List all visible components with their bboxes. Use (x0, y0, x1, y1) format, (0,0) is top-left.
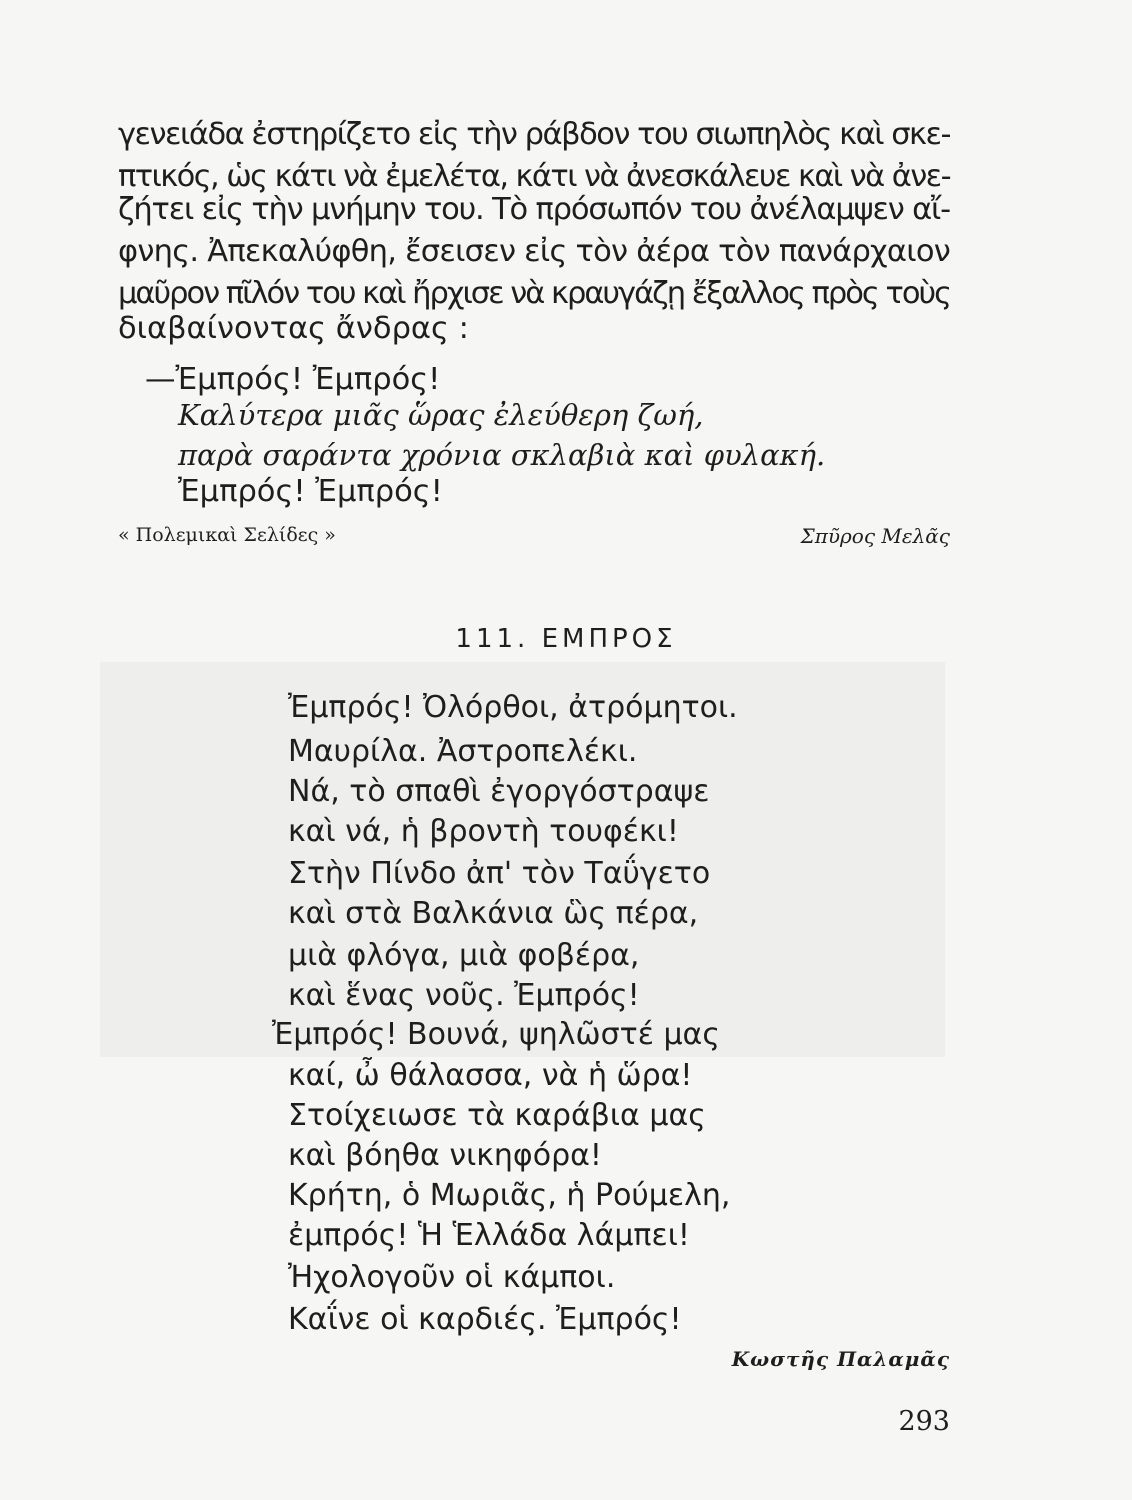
poem-line: Στὴν Πίνδο ἀπ' τὸν Ταΰγετο (288, 856, 711, 891)
page-number: 293 (898, 1406, 950, 1437)
source-citation: « Πολεμικαὶ Σελίδες » (118, 524, 336, 546)
verse-line: Καλύτερα μιᾶς ὥρας ἐλεύθερη ζωή, (178, 398, 704, 432)
verse-line: παρὰ σαράντα χρόνια σκλαβιὰ καὶ φυλακή. (178, 438, 826, 472)
poem-line: καὶ βόηθα νικηφόρα! (288, 1138, 602, 1173)
poem-author: Κωστῆς Παλαμᾶς (731, 1347, 950, 1371)
author-attribution: Σπῦρος Μελᾶς (800, 524, 950, 548)
poem-line: Ἠχολογοῦν οἱ κάμποι. (288, 1260, 616, 1295)
poem-line: ἐμπρός! Ἡ Ἑλλάδα λάμπει! (288, 1218, 690, 1253)
poem-line: Κρήτη, ὁ Μωριᾶς, ἡ Ρούμελη, (288, 1178, 731, 1213)
poem-line: Μαυρίλα. Ἀστροπελέκι. (288, 734, 638, 769)
prose-line: γενειάδα ἐστηρίζετο εἰς τὴν ράβδον του σιωπηλὸς καὶ σκε- (118, 117, 950, 152)
poem-line: Καΐνε οἱ καρδιές. Ἐμπρός! (288, 1302, 682, 1337)
poem-line: Ἐμπρός! Βουνά, ψηλῶστέ μας (272, 1017, 720, 1052)
poem-line: καὶ νά, ἡ βροντὴ τουφέκι! (288, 814, 679, 849)
poem-line: μιὰ φλόγα, μιὰ φοβέρα, (288, 938, 640, 973)
poem-line: καὶ στὰ Βαλκάνια ὣς πέρα, (288, 896, 699, 931)
dialogue-line: —Ἐμπρός! Ἐμπρός! (145, 362, 441, 397)
dialogue-line: Ἐμπρός! Ἐμπρός! (178, 474, 443, 509)
poem-line: Νά, τὸ σπαθὶ ἐγοργόστραψε (288, 774, 710, 809)
prose-line: διαβαίνοντας ἄνδρας : (118, 311, 469, 346)
poem-line: Ἐμπρός! Ὀλόρθοι, ἀτρόμητοι. (288, 690, 738, 725)
section-heading: 111. ΕΜΠΡΟΣ (455, 624, 677, 654)
poem-line: Στοίχειωσε τὰ καράβια μας (288, 1098, 706, 1133)
prose-line: πτικός, ὡς κάτι νὰ ἐμελέτα, κάτι νὰ ἀνεσκάλευε καὶ νὰ ἀνε- (118, 159, 950, 194)
prose-line: φνης. Ἀπεκαλύφθη, ἔσεισεν εἰς τὸν ἀέρα τὸν πανάρχαιον (118, 234, 950, 269)
poem-line: καί, ὦ θάλασσα, νὰ ἡ ὥρα! (288, 1058, 693, 1093)
prose-line: μαῦρον πῖλόν του καὶ ἤρχισε νὰ κραυγάζῃ ἔξαλλος πρὸς τοὺς (118, 276, 950, 311)
poem-line: καὶ ἕνας νοῦς. Ἐμπρός! (288, 978, 640, 1013)
prose-line: ζήτει εἰς τὴν μνήμην του. Τὸ πρόσωπόν του ἀνέλαμψεν αἴ- (118, 192, 950, 227)
